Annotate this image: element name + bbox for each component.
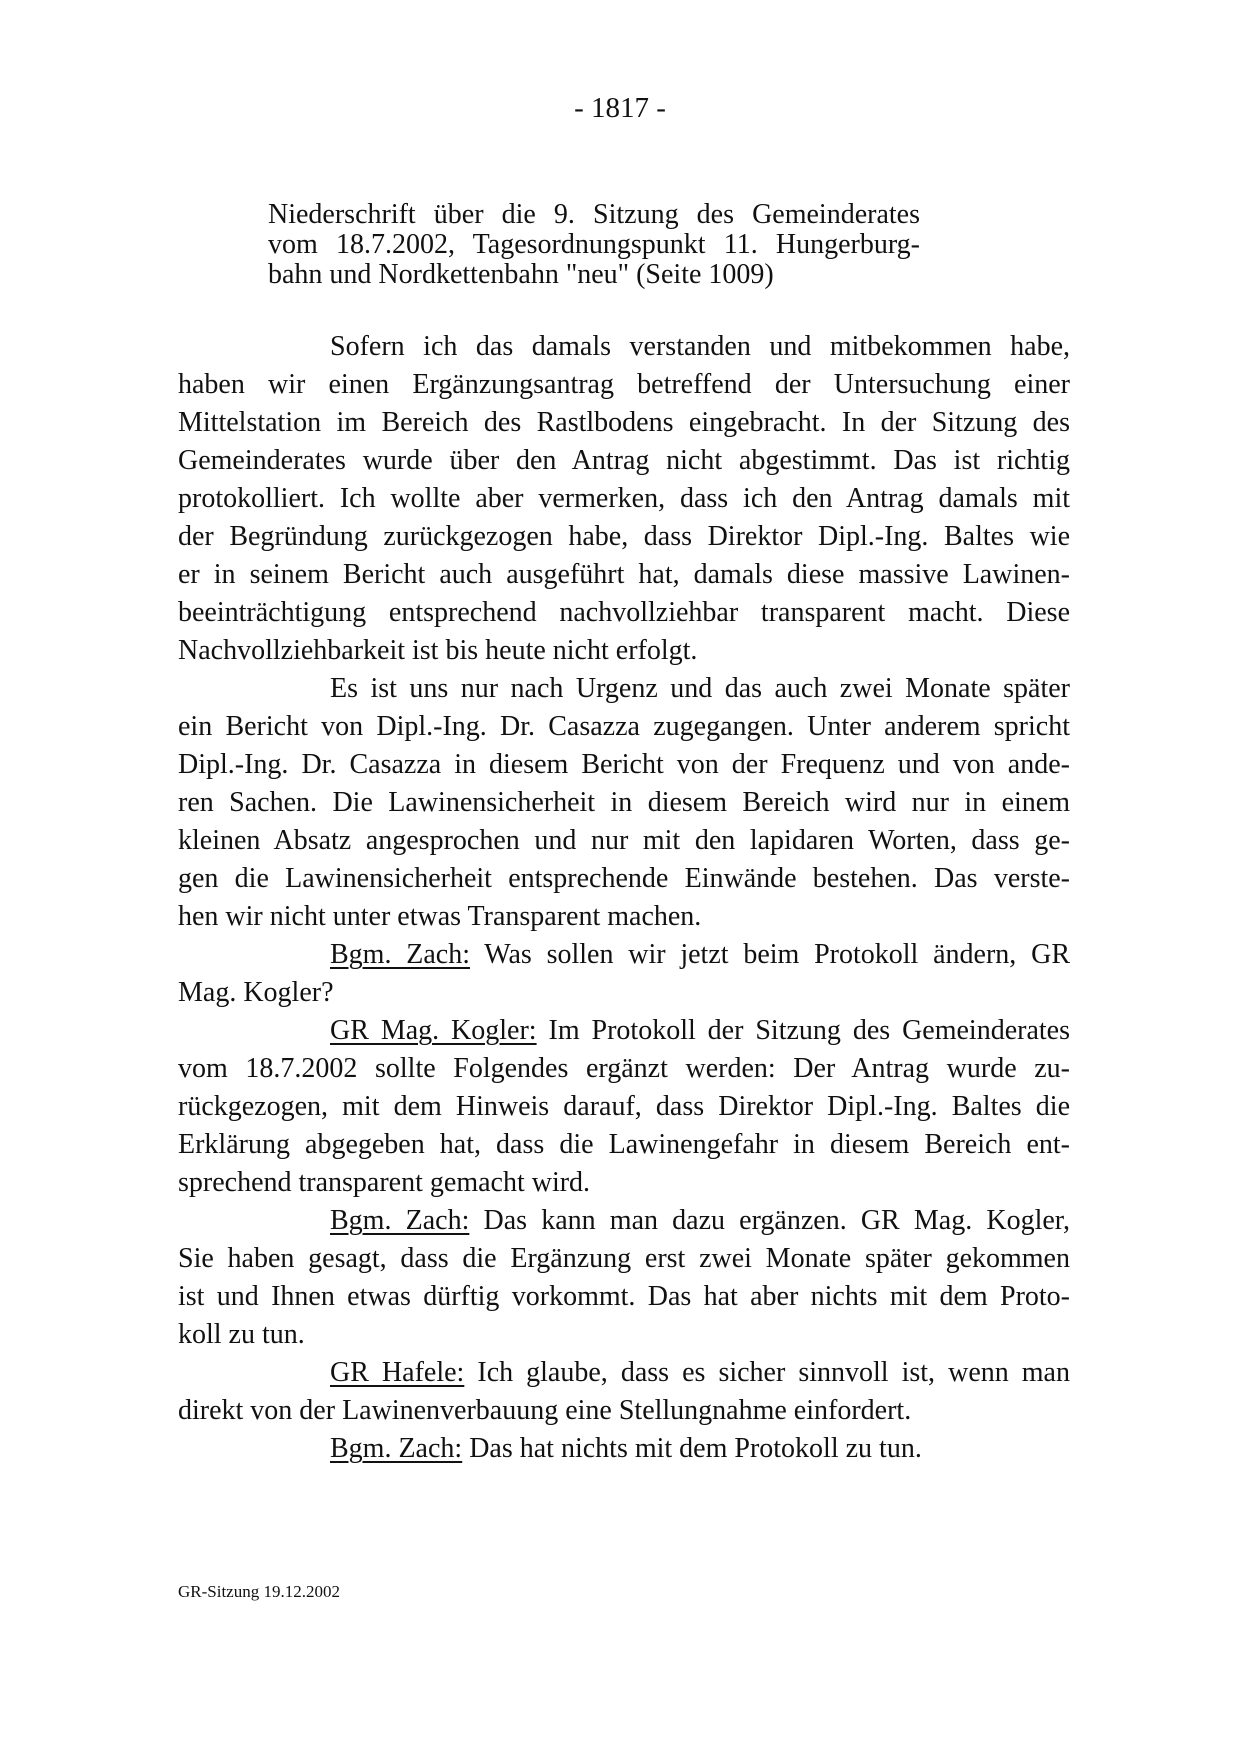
text-line: Nachvollziehbarkeit ist bis heute nicht erfolgt. xyxy=(178,635,698,666)
text-line: koll zu tun. xyxy=(178,1319,305,1350)
speech-text: Das kann man dazu ergänzen. GR Mag. Kogler, xyxy=(469,1205,1070,1236)
text-line: hen wir nicht unter etwas Transparent machen. xyxy=(178,901,702,932)
speech-paragraph xyxy=(178,1354,1070,1430)
minutes-body xyxy=(178,328,1070,1468)
text-line: ren Sachen. Die Lawinensicherheit in diesem Bereich wird nur in einem xyxy=(178,787,1070,818)
text-line: Erklärung abgegeben hat, dass die Lawinengefahr in diesem Bereich ent- xyxy=(178,1129,1070,1160)
text-line xyxy=(178,1012,1070,1050)
text-line xyxy=(178,1354,1070,1392)
text-line: Sofern ich das damals verstanden und mitbekommen habe, xyxy=(330,331,1070,362)
speaker-name: GR Mag. Kogler: xyxy=(330,1015,537,1046)
text-line: direkt von der Lawinenverbauung eine Stellungnahme einfordert. xyxy=(178,1395,912,1426)
text-line: rückgezogen, mit dem Hinweis darauf, dass Direktor Dipl.-Ing. Baltes die xyxy=(178,1091,1070,1122)
text-line: Mag. Kogler? xyxy=(178,977,334,1008)
speech-paragraph xyxy=(178,1012,1070,1202)
text-line: ist und Ihnen etwas dürftig vorkommt. Das hat aber nichts mit dem Proto- xyxy=(178,1281,1070,1312)
heading-line: bahn und Nordkettenbahn "neu" (Seite 1009) xyxy=(268,259,774,290)
speaker-name: Bgm. Zach: xyxy=(330,1433,463,1464)
text-line: Sie haben gesagt, dass die Ergänzung erst zwei Monate später gekommen xyxy=(178,1243,1070,1274)
agenda-heading xyxy=(268,200,920,290)
text-line xyxy=(178,1202,1070,1240)
text-line: sprechend transparent gemacht wird. xyxy=(178,1167,591,1198)
text-line: der Begründung zurückgezogen habe, dass Direktor Dipl.-Ing. Baltes wie xyxy=(178,521,1070,552)
footer-session-date: GR-Sitzung 19.12.2002 xyxy=(178,1582,340,1601)
page-number: - 1817 - xyxy=(574,92,666,124)
text-line: Mittelstation im Bereich des Rastlbodens eingebracht. In der Sitzung des xyxy=(178,407,1070,438)
paragraph xyxy=(178,670,1070,936)
speaker-name: GR Hafele: xyxy=(330,1357,465,1388)
text-line: vom 18.7.2002 sollte Folgendes ergänzt werden: Der Antrag wurde zu- xyxy=(178,1053,1070,1084)
text-line: Gemeinderates wurde über den Antrag nicht abgestimmt. Das ist richtig xyxy=(178,445,1070,476)
speaker-name: Bgm. Zach: xyxy=(330,939,470,970)
text-line xyxy=(178,1430,1070,1468)
heading-line: Niederschrift über die 9. Sitzung des Gemeinderates xyxy=(268,199,920,230)
heading-line: vom 18.7.2002, Tagesordnungspunkt 11. Hungerburg- xyxy=(268,229,920,260)
speech-paragraph xyxy=(178,936,1070,1012)
text-line: kleinen Absatz angesprochen und nur mit den lapidaren Worten, dass ge- xyxy=(178,825,1070,856)
speech-text: Was sollen wir jetzt beim Protokoll ändern, GR xyxy=(469,939,1070,970)
speech-paragraph xyxy=(178,1430,1070,1468)
speech-text: Ich glaube, dass es sicher sinnvoll ist, wenn man xyxy=(464,1357,1070,1388)
speaker-name: Bgm. Zach: xyxy=(330,1205,470,1236)
text-line: Es ist uns nur nach Urgenz und das auch zwei Monate später xyxy=(330,673,1070,704)
text-line: Dipl.-Ing. Dr. Casazza in diesem Bericht von der Frequenz und von ande- xyxy=(178,749,1070,780)
text-line: protokolliert. Ich wollte aber vermerken, dass ich den Antrag damals mit xyxy=(178,483,1070,514)
speech-text: Das hat nichts mit dem Protokoll zu tun. xyxy=(462,1433,922,1464)
paragraph xyxy=(178,328,1070,670)
text-line: gen die Lawinensicherheit entsprechende Einwände bestehen. Das verste- xyxy=(178,863,1070,894)
speech-text: Im Protokoll der Sitzung des Gemeinderates xyxy=(536,1015,1070,1046)
text-line: er in seinem Bericht auch ausgeführt hat, damals diese massive Lawinen- xyxy=(178,559,1070,590)
speech-paragraph xyxy=(178,1202,1070,1354)
text-line xyxy=(178,936,1070,974)
text-line: ein Bericht von Dipl.-Ing. Dr. Casazza zugegangen. Unter anderem spricht xyxy=(178,711,1070,742)
text-line: beeinträchtigung entsprechend nachvollziehbar transparent macht. Diese xyxy=(178,597,1070,628)
text-line: haben wir einen Ergänzungsantrag betreffend der Untersuchung einer xyxy=(178,369,1070,400)
